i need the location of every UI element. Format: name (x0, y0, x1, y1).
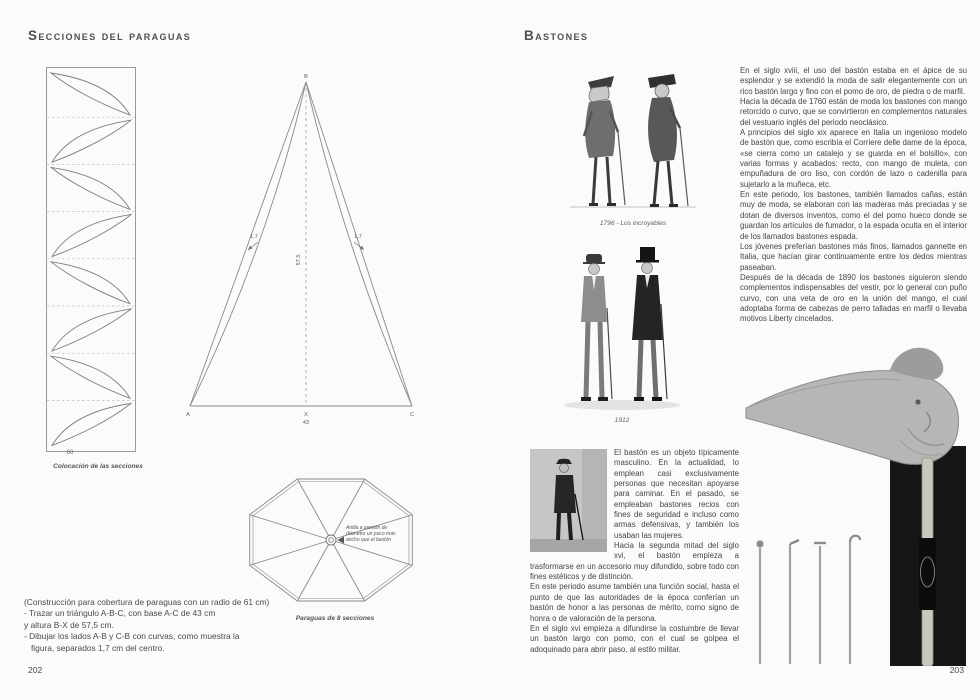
gentleman-frock-coat (632, 247, 667, 401)
triangle-a-label: A (186, 412, 190, 418)
gore-triangle-diagram (180, 68, 430, 428)
triangle-base-dim: 43 (302, 420, 310, 426)
gentleman-light-suit (581, 254, 612, 401)
umbrella-sections-strip-diagram (45, 66, 137, 453)
triangle-offset-right-dim: 1,7 (354, 234, 362, 240)
bastones-main-column (740, 66, 967, 325)
sections-strip-drawing (45, 66, 137, 453)
incroyable-right (648, 74, 688, 207)
note-line: - Dibujar los lados A-B y C-B con curvas, como muestra la (24, 631, 240, 642)
octagon-caption: Paraguas de 8 secciones (295, 615, 375, 622)
triangle-drawing (180, 68, 430, 428)
paragraph: Hacia la segunda mitad del siglo xvi, el bastón empieza a trasformarse en un accesorio muy difundido, sobre todo con fines estéticos y de distinción. (530, 541, 739, 582)
page-title-right: Bastones (524, 28, 589, 43)
note-line: (Construcción para cobertura de paraguas con un radio de 61 cm) (24, 597, 270, 607)
incroyable-left (584, 76, 625, 206)
paragraph: Hacia la década de 1760 están de moda los bastones con mango retorcido o curvo, que se convirtieron en complementos naturales del vestuario inglés del periodo neoclásico. (740, 97, 967, 127)
note-line: y altura B-X de 57,5 cm. (24, 619, 114, 630)
paragraph: En el siglo xvi empieza a difundirse la costumbre de llevar un bastón largo con pomo, con el cual se golpea el adoquinado para abrir paso, al estilo militar. (530, 623, 739, 654)
thin-canes (760, 542, 850, 664)
paragraph: A principios del siglo xix aparece en Italia un ingenioso modelo de bastón que, como escribía el Corriere delle dame de la época, «se cierra como un catalejo y se guarda en el bolsillo», con varias formas y acabados: recto, con mango de muleta, con empuñadura de oro liso, con cordón de lazo o cadenilla para sujetarlo a la muñeca, etc. (740, 128, 967, 189)
octagon-annotation: Anilla a presión de diámetro un poco más ancho que el bastón (346, 525, 396, 543)
cane-collage-drawing (740, 328, 966, 666)
construction-note (24, 597, 334, 654)
paragraph: Después de la década de 1890 los bastones siguieron siendo complementos indispensables del vestir, por lo general con puño curvo, con una veta de oro en la unión del mango, el cual adoptaba forma de cabezas de perro talladas en marfil o llevaba motivos Liberty cincelados. (740, 272, 967, 324)
incroyables-drawing (562, 66, 704, 216)
bastones-lower-block (530, 448, 739, 655)
paragraph: Los jóvenes preferían bastones más finos, llamados gannette en Italia, que hacían girar continuamente entre los dedos mientras paseaban. (740, 241, 967, 272)
paragraph: En el siglo xviii, el uso del bastón estaba en el ápice de su esplendor y se extendió la moda de salir elegantemente con un rico bastón largo y fino con el pomo de oro, de piedra o de marfil. (740, 66, 967, 96)
page-title-left: Secciones del paraguas (28, 28, 192, 43)
paragraph: En este periodo asume también una función social, hasta el punto de que las autoridades de la época conferían un bastón de honor a las personas de mérito, como signo de honra o de valoración de la persona. (530, 582, 739, 623)
incroyables-caption: 1796 - Los incroyables (599, 220, 667, 227)
paragraph: El bastón es un objeto típicamente masculino. En la actualidad, lo emplean casi exclusivamente personas que necesitan apoyarse para caminar. En el pasado, se empleaban bastones recios con fines de seguridad e incluso como armas defensivas, y también los usaban las mujeres. (614, 448, 739, 540)
man-with-cane-photo (530, 449, 607, 552)
triangle-c-label: C (409, 412, 415, 418)
page-number-left: 202 (28, 665, 43, 675)
note-line: figura, separados 1,7 cm del centro. (24, 642, 165, 653)
note-line: - Trazar un triángulo A-B-C, con base A-C de 43 cm (24, 608, 216, 619)
paragraph: En este periodo, los bastones, también llamados cañas, están muy de moda, se elaboran con las maderas más preciadas y se dotan de diversos inventos, como el del pomo hueco donde se guardan los artículos de fumador, o la espada oculta en el interior de los llamados bastones espada. (740, 190, 967, 241)
triangle-height-dim: 57,5 (296, 254, 302, 266)
cane-handles-collage (740, 328, 966, 666)
strip-caption: Colocación de las secciones (53, 463, 143, 470)
gentlemen-1912-drawing (552, 246, 692, 414)
carved-handle (746, 348, 959, 465)
triangle-offset-left-dim: 1,7 (250, 234, 258, 240)
caption-1912: 1912 (614, 417, 630, 424)
triangle-apex-label: B (304, 74, 308, 80)
page-number-right: 203 (949, 665, 964, 675)
incroyables-figure (562, 66, 704, 216)
strip-width-label: 60 (66, 450, 74, 456)
triangle-x-label: X (304, 412, 308, 418)
gentlemen-1912-figure (552, 246, 692, 414)
cane-tips (756, 536, 860, 548)
